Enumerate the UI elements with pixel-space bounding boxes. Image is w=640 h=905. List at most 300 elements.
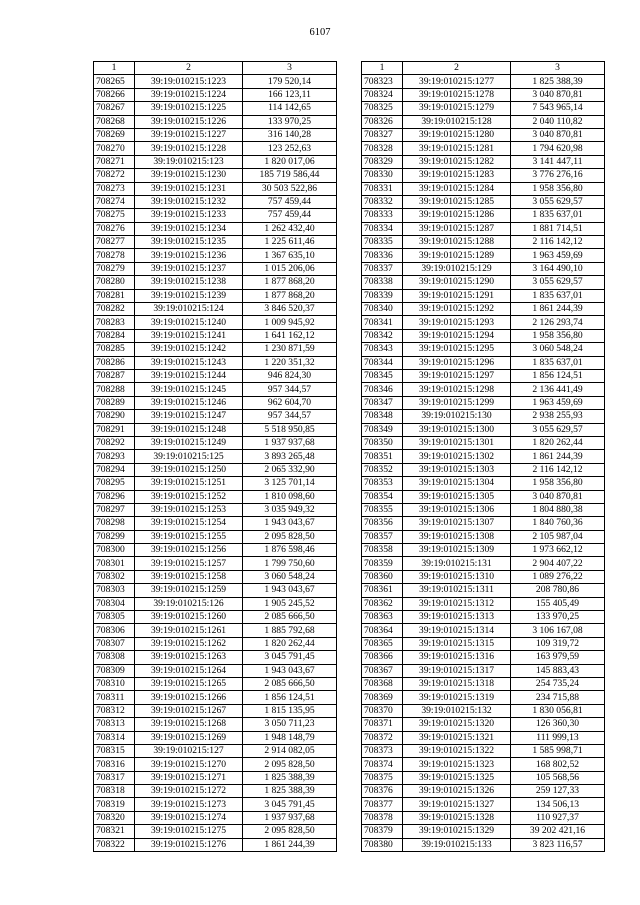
cadastral-number-cell: 39:19:010215:1328 <box>403 811 511 824</box>
row-number-cell: 708302 <box>94 570 135 583</box>
table-row <box>362 195 605 208</box>
cadastral-number-cell: 39:19:010215:1327 <box>403 798 511 811</box>
cadastral-number-cell: 39:19:010215:1237 <box>135 262 243 275</box>
table-row <box>362 262 605 275</box>
cadastral-number-cell: 39:19:010215:1285 <box>403 195 511 208</box>
table-row <box>362 316 605 329</box>
row-number-cell: 708369 <box>362 691 403 704</box>
value-cell: 1 963 459,69 <box>511 249 605 262</box>
cadastral-number-cell: 39:19:010215:1323 <box>403 758 511 771</box>
table-row <box>362 597 605 610</box>
row-number-cell: 708344 <box>362 356 403 369</box>
cadastral-number-cell: 39:19:010215:1277 <box>403 75 511 88</box>
value-cell: 39 202 421,16 <box>511 825 605 838</box>
column-header: 3 <box>511 62 605 75</box>
row-number-cell: 708269 <box>94 128 135 141</box>
value-cell: 1 958 356,80 <box>511 477 605 490</box>
row-number-cell: 708288 <box>94 383 135 396</box>
cadastral-number-cell: 39:19:010215:1319 <box>403 691 511 704</box>
table-row <box>362 276 605 289</box>
value-cell: 946 824,30 <box>243 369 337 382</box>
value-cell: 114 142,65 <box>243 102 337 115</box>
cadastral-number-cell: 39:19:010215:1251 <box>135 477 243 490</box>
value-cell: 1 794 620,98 <box>511 142 605 155</box>
table-row <box>94 316 337 329</box>
table-row <box>362 303 605 316</box>
cadastral-number-cell: 39:19:010215:1315 <box>403 637 511 650</box>
value-cell: 3 040 870,81 <box>511 490 605 503</box>
row-number-cell: 708284 <box>94 329 135 342</box>
row-number-cell: 708271 <box>94 155 135 168</box>
value-cell: 3 164 490,10 <box>511 262 605 275</box>
row-number-cell: 708321 <box>94 825 135 838</box>
row-number-cell: 708380 <box>362 838 403 851</box>
value-cell: 123 252,63 <box>243 142 337 155</box>
value-cell: 2 040 110,82 <box>511 115 605 128</box>
row-number-cell: 708270 <box>94 142 135 155</box>
row-number-cell: 708378 <box>362 811 403 824</box>
row-number-cell: 708292 <box>94 436 135 449</box>
row-number-cell: 708305 <box>94 611 135 624</box>
table-row <box>362 624 605 637</box>
table-row <box>94 88 337 101</box>
row-number-cell: 708367 <box>362 664 403 677</box>
value-cell: 1 825 388,39 <box>511 75 605 88</box>
cadastral-number-cell: 39:19:010215:1314 <box>403 624 511 637</box>
value-cell: 1 367 635,10 <box>243 249 337 262</box>
cadastral-number-cell: 39:19:010215:1240 <box>135 316 243 329</box>
table-row <box>362 423 605 436</box>
cadastral-number-cell: 39:19:010215:1318 <box>403 677 511 690</box>
table-row <box>94 544 337 557</box>
row-number-cell: 708373 <box>362 744 403 757</box>
column-header: 1 <box>362 62 403 75</box>
cadastral-number-cell: 39:19:010215:132 <box>403 704 511 717</box>
row-number-cell: 708308 <box>94 651 135 664</box>
value-cell: 757 459,44 <box>243 209 337 222</box>
cadastral-number-cell: 39:19:010215:1289 <box>403 249 511 262</box>
cadastral-number-cell: 39:19:010215:1303 <box>403 463 511 476</box>
table-row <box>94 637 337 650</box>
value-cell: 1 815 135,95 <box>243 704 337 717</box>
value-cell: 2 904 407,22 <box>511 557 605 570</box>
row-number-cell: 708359 <box>362 557 403 570</box>
cadastral-number-cell: 39:19:010215:1267 <box>135 704 243 717</box>
value-cell: 957 344,57 <box>243 383 337 396</box>
value-cell: 1 973 662,12 <box>511 544 605 557</box>
cadastral-number-cell: 39:19:010215:1231 <box>135 182 243 195</box>
value-cell: 2 116 142,12 <box>511 463 605 476</box>
cadastral-number-cell: 39:19:010215:1304 <box>403 477 511 490</box>
cadastral-number-cell: 39:19:010215:1316 <box>403 651 511 664</box>
value-cell: 2 095 828,50 <box>243 825 337 838</box>
table-row <box>94 704 337 717</box>
value-cell: 2 095 828,50 <box>243 530 337 543</box>
row-number-cell: 708283 <box>94 316 135 329</box>
row-number-cell: 708297 <box>94 503 135 516</box>
value-cell: 1 963 459,69 <box>511 396 605 409</box>
cadastral-number-cell: 39:19:010215:1262 <box>135 637 243 650</box>
value-cell: 1 810 098,60 <box>243 490 337 503</box>
cadastral-number-cell: 39:19:010215:1325 <box>403 771 511 784</box>
cadastral-number-cell: 39:19:010215:1294 <box>403 329 511 342</box>
value-cell: 30 503 522,86 <box>243 182 337 195</box>
value-cell: 757 459,44 <box>243 195 337 208</box>
table-row <box>362 249 605 262</box>
row-number-cell: 708340 <box>362 303 403 316</box>
table-row <box>94 557 337 570</box>
cadastral-number-cell: 39:19:010215:1306 <box>403 503 511 516</box>
cadastral-number-cell: 39:19:010215:1313 <box>403 611 511 624</box>
row-number-cell: 708296 <box>94 490 135 503</box>
cadastral-number-cell: 39:19:010215:1257 <box>135 557 243 570</box>
cadastral-number-cell: 39:19:010215:128 <box>403 115 511 128</box>
row-number-cell: 708341 <box>362 316 403 329</box>
table-row <box>362 128 605 141</box>
cadastral-number-cell: 39:19:010215:1224 <box>135 88 243 101</box>
table-row <box>94 490 337 503</box>
row-number-cell: 708304 <box>94 597 135 610</box>
row-number-cell: 708349 <box>362 423 403 436</box>
value-cell: 259 127,33 <box>511 785 605 798</box>
row-number-cell: 708338 <box>362 276 403 289</box>
cadastral-number-cell: 39:19:010215:1275 <box>135 825 243 838</box>
cadastral-number-cell: 39:19:010215:1230 <box>135 169 243 182</box>
value-cell: 1 009 945,92 <box>243 316 337 329</box>
value-cell: 126 360,30 <box>511 718 605 731</box>
row-number-cell: 708346 <box>362 383 403 396</box>
table-row <box>94 517 337 530</box>
value-cell: 1 585 998,71 <box>511 744 605 757</box>
table-row <box>94 651 337 664</box>
row-number-cell: 708368 <box>362 677 403 690</box>
value-cell: 962 604,70 <box>243 396 337 409</box>
table-row <box>94 530 337 543</box>
row-number-cell: 708355 <box>362 503 403 516</box>
value-cell: 2 136 441,49 <box>511 383 605 396</box>
table-row <box>94 597 337 610</box>
value-cell: 2 085 666,50 <box>243 677 337 690</box>
table-row <box>94 329 337 342</box>
value-cell: 254 735,24 <box>511 677 605 690</box>
table-row <box>94 744 337 757</box>
table-row <box>94 115 337 128</box>
table-row <box>362 503 605 516</box>
table-row <box>362 289 605 302</box>
row-number-cell: 708365 <box>362 637 403 650</box>
row-number-cell: 708298 <box>94 517 135 530</box>
value-cell: 3 125 701,14 <box>243 477 337 490</box>
cadastral-number-cell: 39:19:010215:1283 <box>403 169 511 182</box>
table-row <box>362 450 605 463</box>
row-number-cell: 708345 <box>362 369 403 382</box>
table-row <box>362 570 605 583</box>
table-row <box>94 825 337 838</box>
row-number-cell: 708314 <box>94 731 135 744</box>
table-row <box>362 209 605 222</box>
table-row <box>362 142 605 155</box>
value-cell: 1 876 598,46 <box>243 544 337 557</box>
value-cell: 1 641 162,12 <box>243 329 337 342</box>
table-row <box>362 744 605 757</box>
value-cell: 1 262 432,40 <box>243 222 337 235</box>
cadastral-number-cell: 39:19:010215:1249 <box>135 436 243 449</box>
cadastral-number-cell: 39:19:010215:1293 <box>403 316 511 329</box>
table-row <box>362 102 605 115</box>
table-row <box>94 503 337 516</box>
table-row <box>94 771 337 784</box>
table-row <box>94 691 337 704</box>
cadastral-number-cell: 39:19:010215:1246 <box>135 396 243 409</box>
cadastral-number-cell: 39:19:010215:1266 <box>135 691 243 704</box>
row-number-cell: 708320 <box>94 811 135 824</box>
cadastral-number-cell: 39:19:010215:1278 <box>403 88 511 101</box>
row-number-cell: 708342 <box>362 329 403 342</box>
cadastral-number-cell: 39:19:010215:1305 <box>403 490 511 503</box>
cadastral-number-cell: 39:19:010215:133 <box>403 838 511 851</box>
cadastral-number-cell: 39:19:010215:1320 <box>403 718 511 731</box>
cadastral-number-cell: 39:19:010215:1264 <box>135 664 243 677</box>
cadastral-number-cell: 39:19:010215:1298 <box>403 383 511 396</box>
table-row <box>94 356 337 369</box>
table-row <box>362 677 605 690</box>
row-number-cell: 708309 <box>94 664 135 677</box>
value-cell: 133 970,25 <box>243 115 337 128</box>
value-cell: 1 804 880,38 <box>511 503 605 516</box>
row-number-cell: 708366 <box>362 651 403 664</box>
row-number-cell: 708285 <box>94 343 135 356</box>
cadastral-number-cell: 39:19:010215:1299 <box>403 396 511 409</box>
row-number-cell: 708274 <box>94 195 135 208</box>
table-row <box>94 811 337 824</box>
row-number-cell: 708350 <box>362 436 403 449</box>
table-row <box>94 838 337 851</box>
cadastral-number-cell: 39:19:010215:1253 <box>135 503 243 516</box>
table-row <box>94 436 337 449</box>
table-row <box>94 75 337 88</box>
value-cell: 1 948 148,79 <box>243 731 337 744</box>
row-number-cell: 708280 <box>94 276 135 289</box>
table-row <box>94 182 337 195</box>
value-cell: 3 040 870,81 <box>511 88 605 101</box>
row-number-cell: 708328 <box>362 142 403 155</box>
cadastral-number-cell: 39:19:010215:1245 <box>135 383 243 396</box>
row-number-cell: 708319 <box>94 798 135 811</box>
row-number-cell: 708333 <box>362 209 403 222</box>
row-number-cell: 708351 <box>362 450 403 463</box>
cadastral-number-cell: 39:19:010215:1307 <box>403 517 511 530</box>
table-row <box>94 303 337 316</box>
column-header: 2 <box>135 62 243 75</box>
row-number-cell: 708267 <box>94 102 135 115</box>
cadastral-number-cell: 39:19:010215:1232 <box>135 195 243 208</box>
value-cell: 3 060 548,24 <box>511 343 605 356</box>
row-number-cell: 708337 <box>362 262 403 275</box>
cadastral-number-cell: 39:19:010215:1280 <box>403 128 511 141</box>
table-row <box>362 544 605 557</box>
cadastral-number-cell: 39:19:010215:1274 <box>135 811 243 824</box>
cadastral-number-cell: 39:19:010215:124 <box>135 303 243 316</box>
value-cell: 1 835 637,01 <box>511 356 605 369</box>
row-number-cell: 708291 <box>94 423 135 436</box>
table-row <box>94 195 337 208</box>
table-row <box>362 222 605 235</box>
value-cell: 111 999,13 <box>511 731 605 744</box>
cadastral-number-cell: 39:19:010215:1329 <box>403 825 511 838</box>
value-cell: 134 506,13 <box>511 798 605 811</box>
table-row <box>362 369 605 382</box>
row-number-cell: 708277 <box>94 236 135 249</box>
value-cell: 1 943 043,67 <box>243 584 337 597</box>
value-cell: 1 885 792,68 <box>243 624 337 637</box>
table-row <box>94 383 337 396</box>
cadastral-number-cell: 39:19:010215:123 <box>135 155 243 168</box>
row-number-cell: 708332 <box>362 195 403 208</box>
cadastral-number-cell: 39:19:010215:1259 <box>135 584 243 597</box>
row-number-cell: 708334 <box>362 222 403 235</box>
table-row <box>362 477 605 490</box>
row-number-cell: 708290 <box>94 410 135 423</box>
row-number-cell: 708322 <box>94 838 135 851</box>
value-cell: 133 970,25 <box>511 611 605 624</box>
value-cell: 2 095 828,50 <box>243 758 337 771</box>
cadastral-number-cell: 39:19:010215:1254 <box>135 517 243 530</box>
value-cell: 1 905 245,52 <box>243 597 337 610</box>
cadastral-number-cell: 39:19:010215:1233 <box>135 209 243 222</box>
table-row <box>362 704 605 717</box>
row-number-cell: 708276 <box>94 222 135 235</box>
cadastral-number-cell: 39:19:010215:1301 <box>403 436 511 449</box>
table-header-row <box>94 62 337 75</box>
table-row <box>362 798 605 811</box>
cadastral-number-cell: 39:19:010215:1317 <box>403 664 511 677</box>
table-row <box>362 785 605 798</box>
table-row <box>362 651 605 664</box>
row-number-cell: 708363 <box>362 611 403 624</box>
table-row <box>94 731 337 744</box>
table-row <box>362 115 605 128</box>
value-cell: 1 820 017,06 <box>243 155 337 168</box>
cadastral-number-cell: 39:19:010215:129 <box>403 262 511 275</box>
row-number-cell: 708372 <box>362 731 403 744</box>
page-number: 6107 <box>309 27 331 38</box>
row-number-cell: 708306 <box>94 624 135 637</box>
cadastral-number-cell: 39:19:010215:1265 <box>135 677 243 690</box>
value-cell: 1 861 244,39 <box>243 838 337 851</box>
cadastral-number-cell: 39:19:010215:1244 <box>135 369 243 382</box>
value-cell: 1 943 043,67 <box>243 517 337 530</box>
row-number-cell: 708361 <box>362 584 403 597</box>
row-number-cell: 708343 <box>362 343 403 356</box>
cadastral-number-cell: 39:19:010215:1239 <box>135 289 243 302</box>
value-cell: 3 823 116,57 <box>511 838 605 851</box>
cadastral-number-cell: 39:19:010215:131 <box>403 557 511 570</box>
cadastral-number-cell: 39:19:010215:1309 <box>403 544 511 557</box>
row-number-cell: 708278 <box>94 249 135 262</box>
table-row <box>362 530 605 543</box>
table-row <box>94 611 337 624</box>
value-cell: 1 937 937,68 <box>243 436 337 449</box>
table-row <box>362 343 605 356</box>
row-number-cell: 708330 <box>362 169 403 182</box>
value-cell: 1 825 388,39 <box>243 771 337 784</box>
cadastral-number-cell: 39:19:010215:1238 <box>135 276 243 289</box>
value-cell: 2 938 255,93 <box>511 410 605 423</box>
table-row <box>94 169 337 182</box>
table-row <box>94 664 337 677</box>
value-cell: 1 856 124,51 <box>243 691 337 704</box>
row-number-cell: 708268 <box>94 115 135 128</box>
value-cell: 3 050 711,23 <box>243 718 337 731</box>
row-number-cell: 708323 <box>362 75 403 88</box>
row-number-cell: 708364 <box>362 624 403 637</box>
row-number-cell: 708293 <box>94 450 135 463</box>
row-number-cell: 708375 <box>362 771 403 784</box>
table-row <box>94 477 337 490</box>
value-cell: 3 035 949,32 <box>243 503 337 516</box>
row-number-cell: 708358 <box>362 544 403 557</box>
value-cell: 1 877 868,20 <box>243 289 337 302</box>
value-cell: 2 914 082,05 <box>243 744 337 757</box>
value-cell: 185 719 586,44 <box>243 169 337 182</box>
value-cell: 3 060 548,24 <box>243 570 337 583</box>
value-cell: 1 225 611,46 <box>243 236 337 249</box>
cadastral-number-cell: 39:19:010215:1310 <box>403 570 511 583</box>
value-cell: 163 979,59 <box>511 651 605 664</box>
cadastral-number-cell: 39:19:010215:1250 <box>135 463 243 476</box>
table-row <box>362 731 605 744</box>
table-row <box>94 142 337 155</box>
table-row <box>94 396 337 409</box>
table-row <box>362 75 605 88</box>
table-row <box>362 383 605 396</box>
cadastral-number-cell: 39:19:010215:1297 <box>403 369 511 382</box>
cadastral-number-cell: 39:19:010215:1288 <box>403 236 511 249</box>
value-cell: 3 846 520,37 <box>243 303 337 316</box>
row-number-cell: 708307 <box>94 637 135 650</box>
table-row <box>362 410 605 423</box>
table-row <box>362 838 605 851</box>
table-row <box>362 155 605 168</box>
cadastral-number-cell: 39:19:010215:1269 <box>135 731 243 744</box>
row-number-cell: 708282 <box>94 303 135 316</box>
value-cell: 3 045 791,45 <box>243 798 337 811</box>
row-number-cell: 708310 <box>94 677 135 690</box>
value-cell: 110 927,37 <box>511 811 605 824</box>
table-row <box>94 236 337 249</box>
cadastral-number-cell: 39:19:010215:1243 <box>135 356 243 369</box>
cadastral-number-cell: 39:19:010215:125 <box>135 450 243 463</box>
cadastral-number-cell: 39:19:010215:1252 <box>135 490 243 503</box>
row-number-cell: 708315 <box>94 744 135 757</box>
row-number-cell: 708313 <box>94 718 135 731</box>
table-row <box>362 396 605 409</box>
value-cell: 3 141 447,11 <box>511 155 605 168</box>
cadastral-number-cell: 39:19:010215:1271 <box>135 771 243 784</box>
value-cell: 1 943 043,67 <box>243 664 337 677</box>
table-row <box>94 423 337 436</box>
table-row <box>94 463 337 476</box>
row-number-cell: 708348 <box>362 410 403 423</box>
row-number-cell: 708300 <box>94 544 135 557</box>
row-number-cell: 708275 <box>94 209 135 222</box>
cadastral-number-cell: 39:19:010215:1258 <box>135 570 243 583</box>
cadastral-number-cell: 39:19:010215:1225 <box>135 102 243 115</box>
value-cell: 3 040 870,81 <box>511 128 605 141</box>
cadastral-number-cell: 39:19:010215:1276 <box>135 838 243 851</box>
value-cell: 1 958 356,80 <box>511 329 605 342</box>
value-cell: 1 825 388,39 <box>243 785 337 798</box>
